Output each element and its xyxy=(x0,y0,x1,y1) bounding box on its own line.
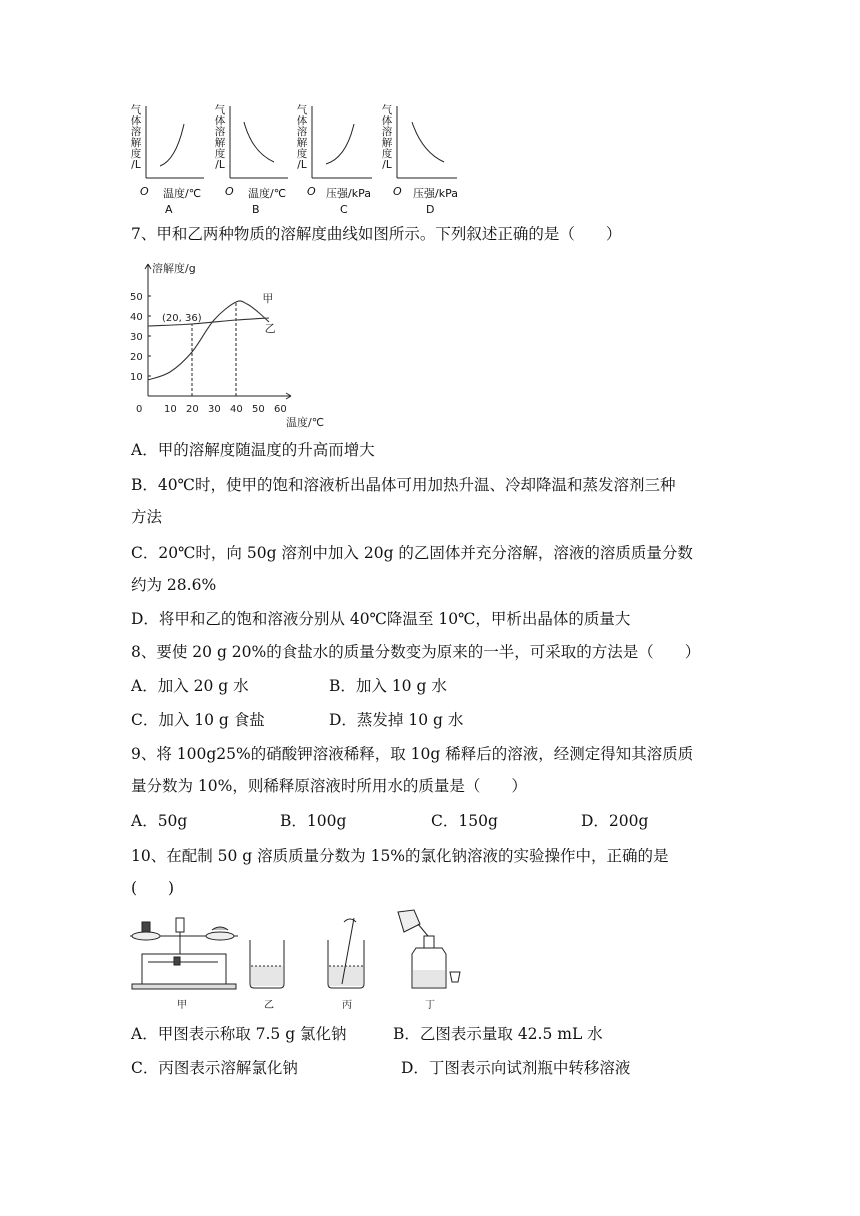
q10-stem-line1: 10、在配制 50 g 溶质质量分数为 15%的氯化钠溶液的实验操作中，正确的是 xyxy=(131,847,669,865)
point-annotation: (20, 36) xyxy=(162,313,202,324)
q8-option-d: D．蒸发掉 10 g 水 xyxy=(329,711,464,729)
y-tick-label: 40 xyxy=(130,312,143,323)
q6-xlabel-a: 温度/℃ xyxy=(163,187,202,200)
y-axis-label: 溶解度/g xyxy=(152,262,196,275)
x-tick-label: 50 xyxy=(252,404,265,415)
q9-stem-line1: 9、将 100g25%的硝酸钾溶液稀释，取 10g 稀释后的溶液，经测定得知其溶质质 xyxy=(131,745,694,763)
stirring-beaker-illustration xyxy=(328,918,364,988)
q6-ylabel-d: 气 体 溶 解 度 /L xyxy=(381,104,393,171)
q6-origin-a: O xyxy=(140,185,149,198)
apparatus-figures xyxy=(128,910,468,992)
y-tick-label: 10 xyxy=(130,372,143,383)
q7-option-d: D．将甲和乙的饱和溶液分别从 40℃降温至 10℃，甲析出晶体的质量大 xyxy=(131,610,631,628)
x-tick-label: 40 xyxy=(230,404,243,415)
fig-label-ding: 丁 xyxy=(425,1000,435,1011)
solubility-chart-svg xyxy=(130,256,330,429)
q7-option-b-line1: B．40℃时，使甲的饱和溶液析出晶体可用加热升温、冷却降温和蒸发溶剂三种 xyxy=(131,476,676,494)
q10-option-c: C．丙图表示溶解氯化钠 xyxy=(131,1059,298,1077)
fig-label-yi: 乙 xyxy=(264,1000,274,1011)
q7-stem: 7、甲和乙两种物质的溶解度曲线如图所示。下列叙述正确的是（ ） xyxy=(131,225,622,243)
q6-letter-a: A xyxy=(165,203,173,216)
q9-option-c: C．150g xyxy=(431,812,498,830)
series-label-yi: 乙 xyxy=(264,322,276,335)
q6-ylabel-c: 气 体 溶 解 度 /L xyxy=(296,104,308,171)
q6-letter-d: D xyxy=(426,203,435,216)
q6-ylabel-b: 气 体 溶 解 度 /L xyxy=(214,104,226,171)
q9-option-b: B．100g xyxy=(280,812,347,830)
q7-option-a: A．甲的溶解度随温度的升高而增大 xyxy=(131,441,375,459)
q10-option-a: A．甲图表示称取 7.5 g 氯化钠 xyxy=(131,1025,347,1043)
q8-stem: 8、要使 20 g 20%的食盐水的质量分数变为原来的一半，可采取的方法是（ ） xyxy=(131,643,701,661)
q6-origin-b: O xyxy=(225,185,234,198)
reagent-bottle-illustration xyxy=(398,910,460,988)
q10-option-d: D．丁图表示向试剂瓶中转移溶液 xyxy=(401,1059,631,1077)
x-tick-label: 0 xyxy=(136,404,143,415)
beaker-illustration xyxy=(250,940,284,988)
q6-letter-b: B xyxy=(252,203,260,216)
y-tick-label: 50 xyxy=(130,292,143,303)
q6-panel-d-plot xyxy=(397,106,457,178)
q9-option-a: A．50g xyxy=(131,812,188,830)
x-axis-label: 温度/℃ xyxy=(286,416,325,429)
q6-panel-b-plot xyxy=(230,106,288,178)
x-tick-label: 60 xyxy=(274,404,287,415)
q10-option-b: B．乙图表示量取 42.5 mL 水 xyxy=(393,1025,603,1043)
q8-option-b: B．加入 10 g 水 xyxy=(329,677,447,695)
y-tick-label: 20 xyxy=(130,352,143,363)
x-tick-label: 30 xyxy=(208,404,221,415)
q8-option-c: C．加入 10 g 食盐 xyxy=(131,711,265,729)
q9-option-d: D．200g xyxy=(581,812,649,830)
q6-ylabel-a: 气 体 溶 解 度 /L xyxy=(130,104,142,171)
fig-label-bing: 丙 xyxy=(342,1000,352,1011)
series-label-jia: 甲 xyxy=(262,292,274,305)
q6-xlabel-c: 压强/kPa xyxy=(326,187,371,200)
q6-origin-d: O xyxy=(393,185,402,198)
q9-stem-line2: 量分数为 10%，则稀释原溶液时所用水的质量是（ ） xyxy=(131,777,527,795)
balance-illustration xyxy=(130,918,238,989)
q6-xlabel-b: 温度/℃ xyxy=(248,187,287,200)
x-tick-label: 10 xyxy=(164,404,177,415)
q7-option-b-line2: 方法 xyxy=(131,508,163,526)
solubility-chart xyxy=(130,256,330,429)
q6-panel-c-plot xyxy=(312,106,372,178)
x-tick-label: 20 xyxy=(186,404,199,415)
q6-letter-c: C xyxy=(340,203,348,216)
q6-origin-c: O xyxy=(307,185,316,198)
q6-xlabel-d: 压强/kPa xyxy=(413,187,458,200)
q8-option-a: A．加入 20 g 水 xyxy=(131,677,249,695)
q7-option-c-line1: C．20℃时，向 50g 溶剂中加入 20g 的乙固体并充分溶解，溶液的溶质质量分数 xyxy=(131,544,693,562)
q6-panel-a-plot xyxy=(146,106,204,178)
y-tick-label: 30 xyxy=(130,332,143,343)
q6-axes-svg xyxy=(140,100,480,190)
q7-option-c-line2: 约为 28.6% xyxy=(131,576,217,594)
q10-stem-line2: ( ) xyxy=(131,879,175,897)
fig-label-jia: 甲 xyxy=(177,1000,187,1011)
